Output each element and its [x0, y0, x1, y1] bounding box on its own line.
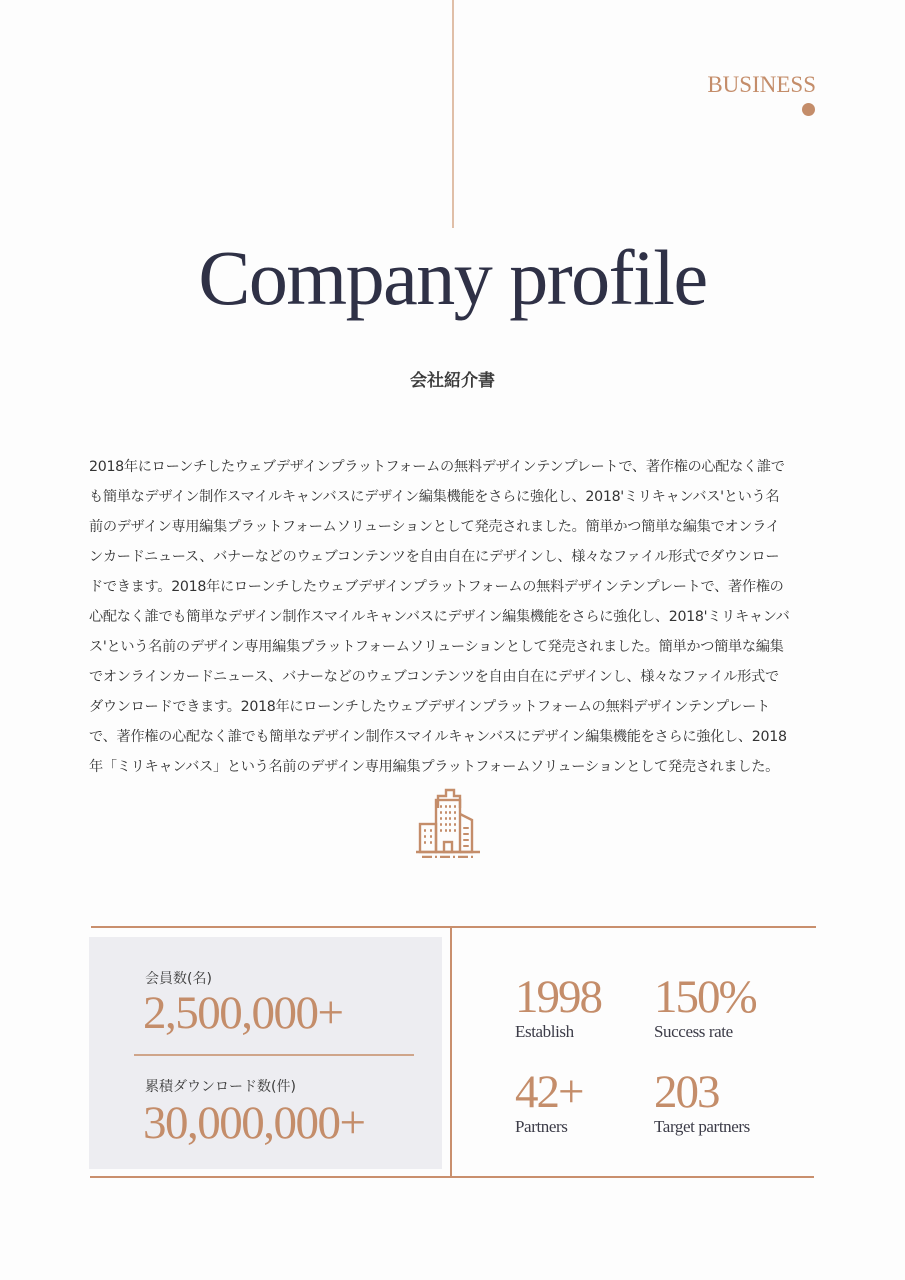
stat-label: Establish [515, 1022, 574, 1041]
page-subtitle: 会社紹介書 [410, 371, 495, 391]
paragraph-line: 心配なく誰でも簡単なデザイン制作スマイルキャンバスにデザイン編集機能をさらに強化し、2018'ミリキャンバ [89, 609, 790, 625]
members-label: 会員数(名) [145, 971, 212, 987]
stats-top-divider [91, 926, 816, 928]
members-value: 2,500,000+ [143, 987, 343, 1039]
stat-label: Success rate [654, 1022, 733, 1041]
accent-dot [802, 103, 815, 116]
stats-vertical-divider [450, 927, 452, 1177]
intro-paragraph [89, 452, 814, 782]
paragraph-line: でオンラインカードニュース、バナーなどのウェブコンテンツを自由自在にデザインし、様々なファイル形式で [89, 669, 779, 685]
paragraph-line: 前のデザイン専用編集プラットフォームソリューションとして発売されました。簡単かつ簡単な編集でオンライ [89, 519, 780, 535]
stat-value: 203 [654, 1066, 719, 1118]
category-label: BUSINESS [707, 72, 816, 97]
downloads-label: 累積ダウンロード数(件) [145, 1079, 296, 1095]
paragraph-line: ドできます。2018年にローンチしたウェブデザインプラットフォームの無料デザインテンプレートで、著作権の [89, 579, 784, 595]
paragraph-line: ス'という名前のデザイン専用編集プラットフォームソリューションとして発売されました。簡単かつ簡単な編集 [89, 639, 784, 655]
stat-label: Partners [515, 1117, 568, 1136]
stat-value: 42+ [515, 1066, 583, 1118]
stat-partners [515, 1067, 583, 1137]
top-vertical-divider [452, 0, 454, 228]
paragraph-line: ダウンロードできます。2018年にローンチしたウェブデザインプラットフォームの無料デザインテンプレート [89, 699, 770, 715]
page-title: Company profile [198, 234, 707, 321]
paragraph-line: で、著作権の心配なく誰でも簡単なデザイン制作スマイルキャンバスにデザイン編集機能をさらに強化し、2018 [89, 729, 787, 745]
paragraph-line: 年「ミリキャンバス」という名前のデザイン専用編集プラットフォームソリューションとして発売されました。 [89, 759, 779, 775]
paragraph-line: 2018年にローンチしたウェブデザインプラットフォームの無料デザインテンプレートで、著作権の心配なく誰で [89, 459, 785, 475]
downloads-value: 30,000,000+ [143, 1097, 365, 1149]
stat-label: Target partners [654, 1117, 750, 1136]
stats-bottom-divider [90, 1176, 814, 1178]
key-metrics-panel [89, 937, 442, 1169]
stat-target-partners [654, 1067, 750, 1137]
building-icon [414, 786, 482, 858]
stat-value: 150% [654, 971, 756, 1023]
panel-divider [134, 1054, 414, 1056]
paragraph-line: も簡単なデザイン制作スマイルキャンバスにデザイン編集機能をさらに強化し、2018'ミリキャンバス'という名 [89, 489, 780, 505]
stat-success-rate [654, 972, 756, 1042]
stat-establish [515, 972, 601, 1042]
paragraph-line: ンカードニュース、バナーなどのウェブコンテンツを自由自在にデザインし、様々なファイル形式でダウンロー [89, 549, 780, 565]
stat-value: 1998 [515, 971, 601, 1023]
